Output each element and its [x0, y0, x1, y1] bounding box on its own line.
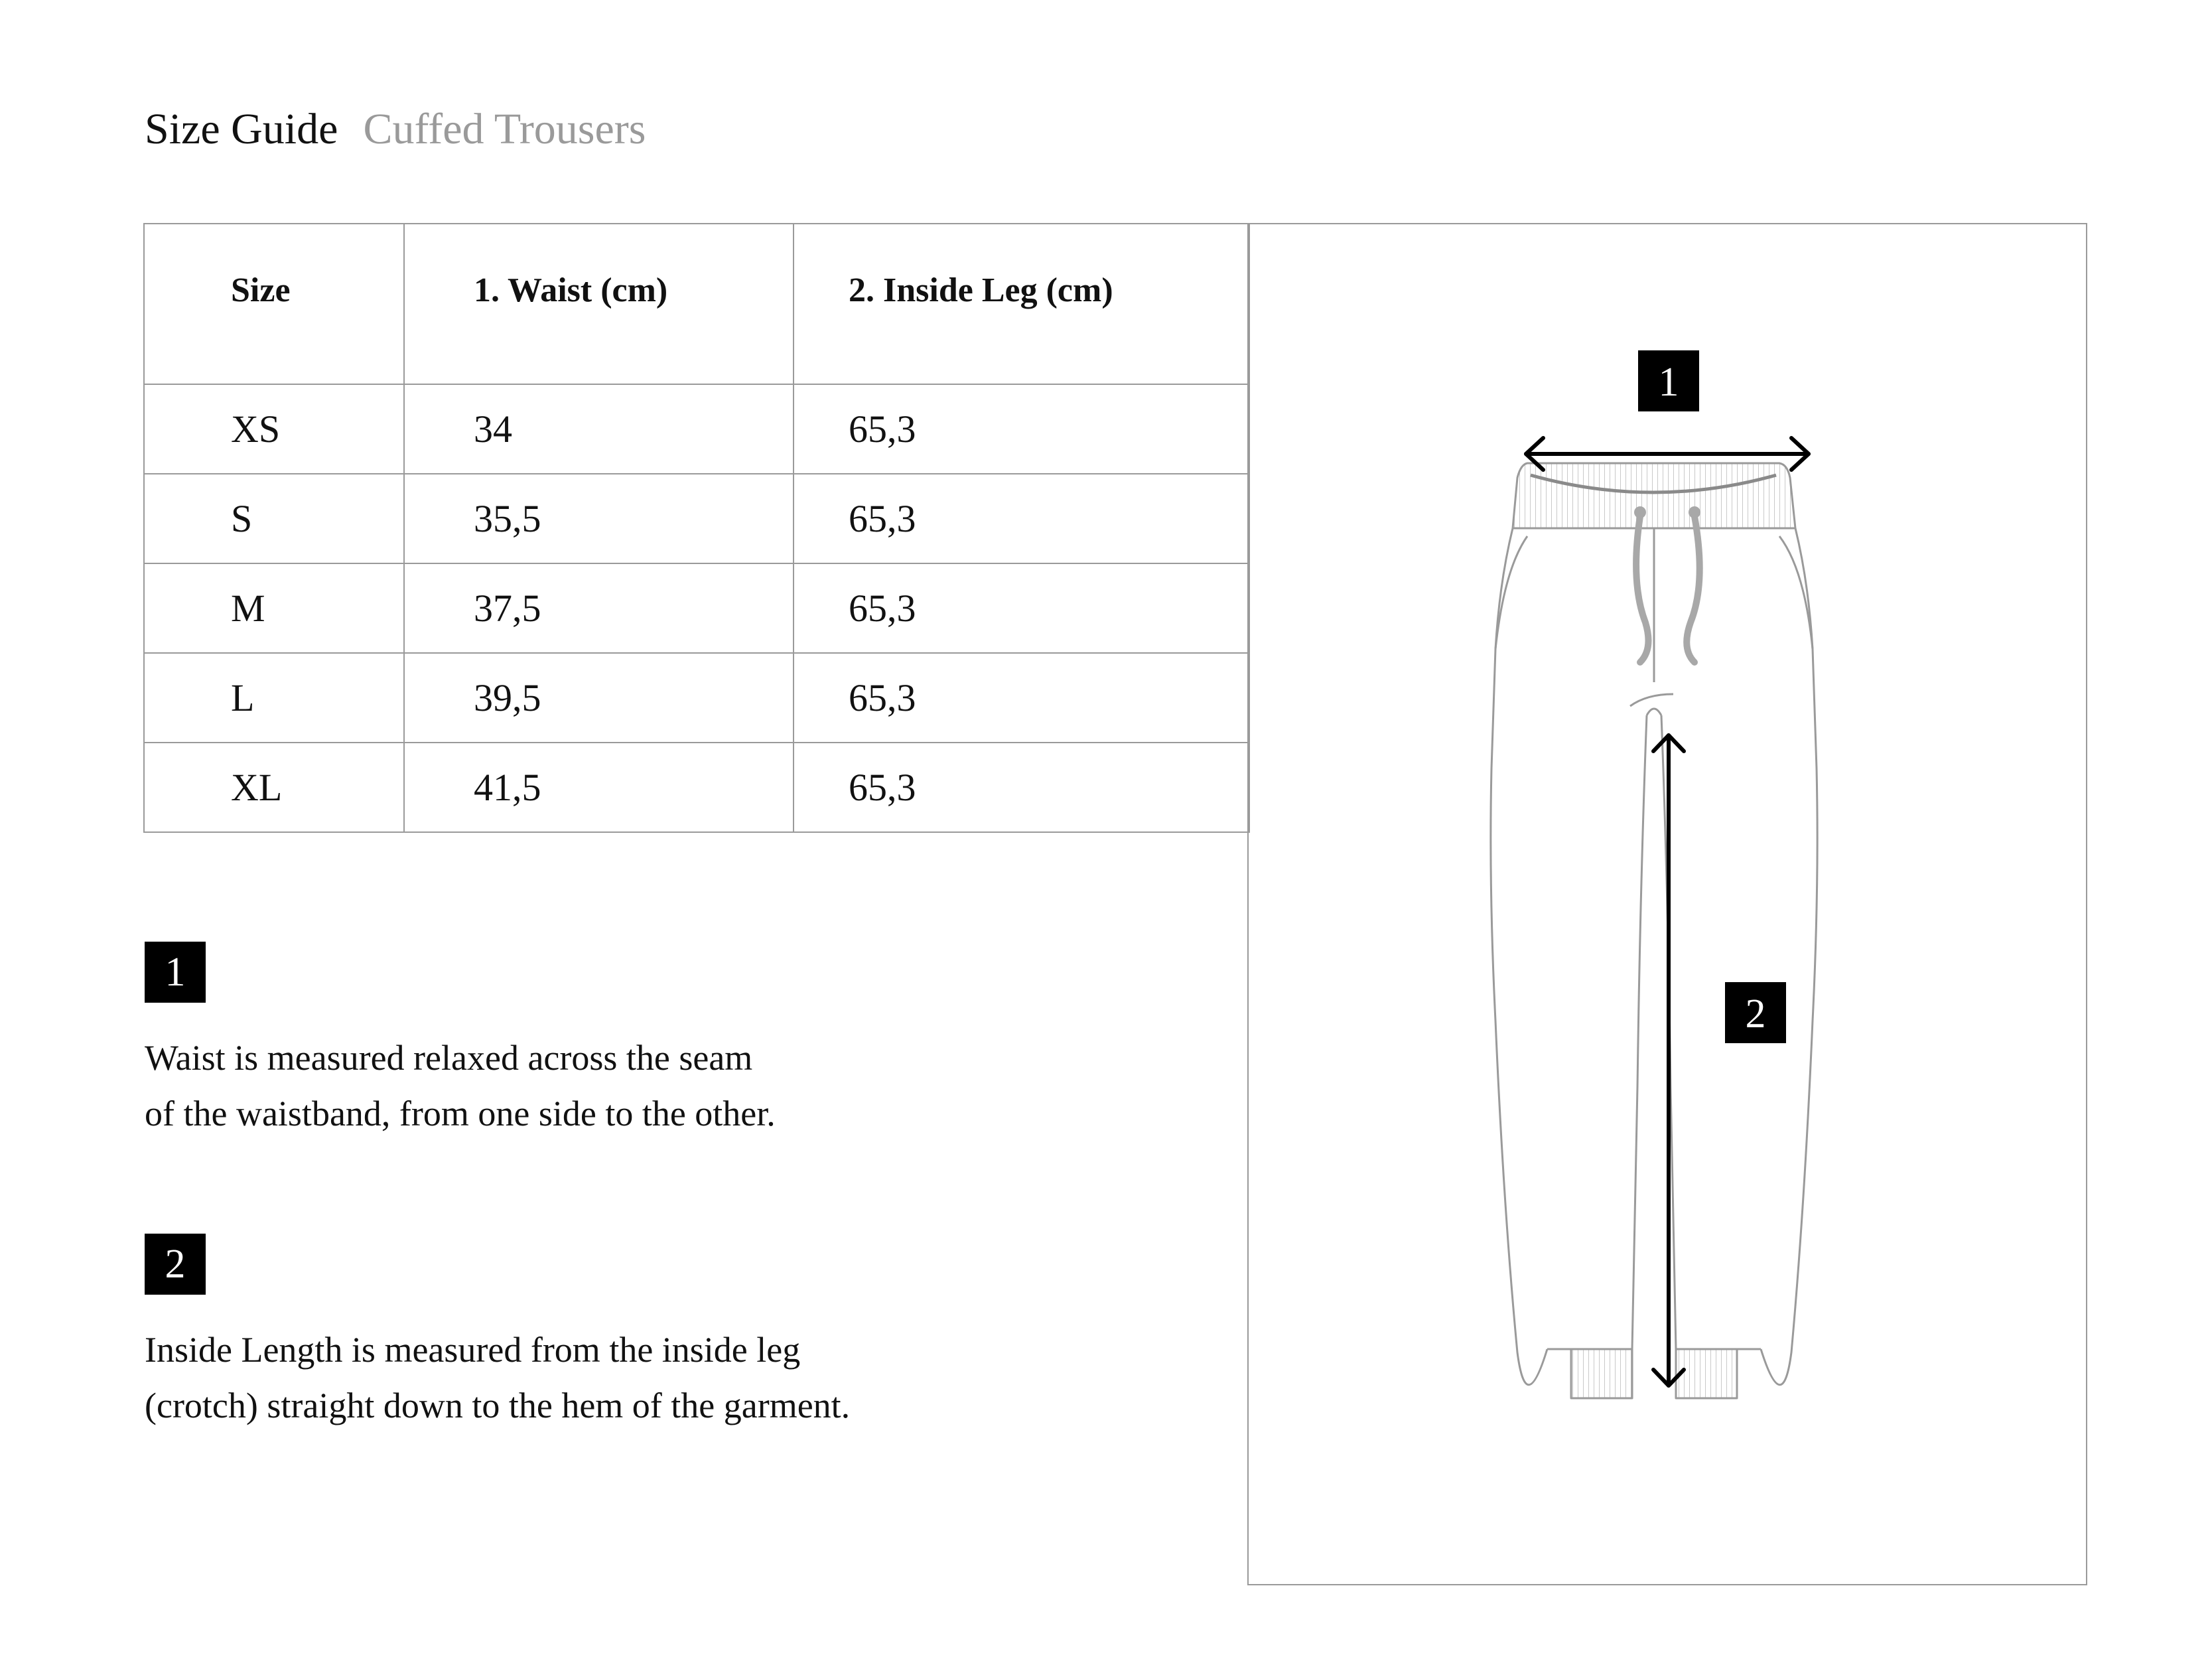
size-cell: XL: [144, 743, 404, 832]
title-product: Cuffed Trousers: [363, 105, 646, 153]
waist-cell: 34: [404, 384, 794, 474]
note-waist-line-2: of the waistband, from one side to the other.: [145, 1094, 776, 1133]
table-row: [144, 743, 1249, 832]
size-cell: S: [144, 474, 404, 563]
table-row: [144, 653, 1249, 743]
note-inside-leg-line-2: (crotch) straight down to the hem of the garment.: [145, 1386, 851, 1425]
note-waist-line-1: Waist is measured relaxed across the seam: [145, 1038, 753, 1078]
table-row: [144, 384, 1249, 474]
size-cell: XS: [144, 384, 404, 474]
page-title: [145, 100, 646, 159]
waist-cell: 37,5: [404, 563, 794, 653]
inside-leg-cell: 65,3: [794, 474, 1249, 563]
title-main: Size Guide: [145, 105, 338, 153]
inside-leg-marker-label: 2: [1745, 991, 1766, 1037]
waist-cell: 39,5: [404, 653, 794, 743]
drawstring-icon: [1634, 506, 1700, 662]
trousers-outline-icon: [1491, 463, 1817, 1398]
inside-leg-cell: 65,3: [794, 743, 1249, 832]
trousers-diagram: [1249, 224, 2089, 1587]
table-row: [144, 563, 1249, 653]
waist-cell: 41,5: [404, 743, 794, 832]
note-inside-leg-line-1: Inside Length is measured from the inside leg: [145, 1330, 801, 1370]
waist-marker-label: 1: [1658, 360, 1679, 405]
inside-leg-cell: 65,3: [794, 653, 1249, 743]
inside-leg-cell: 65,3: [794, 563, 1249, 653]
table-row: [144, 474, 1249, 563]
column-header-inside-leg: 2. Inside Leg (cm): [794, 224, 1249, 384]
note-marker-waist: 1: [145, 942, 206, 1003]
waist-cell: 35,5: [404, 474, 794, 563]
size-table: [143, 223, 1250, 833]
column-header-waist: 1. Waist (cm): [404, 224, 794, 384]
note-marker-inside-leg: 2: [145, 1234, 206, 1295]
trousers-diagram-panel: [1247, 223, 2087, 1585]
size-cell: M: [144, 563, 404, 653]
table-header-row: [144, 224, 1249, 384]
column-header-size: Size: [144, 224, 404, 384]
size-cell: L: [144, 653, 404, 743]
inside-leg-arrow-icon: [1653, 735, 1684, 1386]
inside-leg-cell: 65,3: [794, 384, 1249, 474]
